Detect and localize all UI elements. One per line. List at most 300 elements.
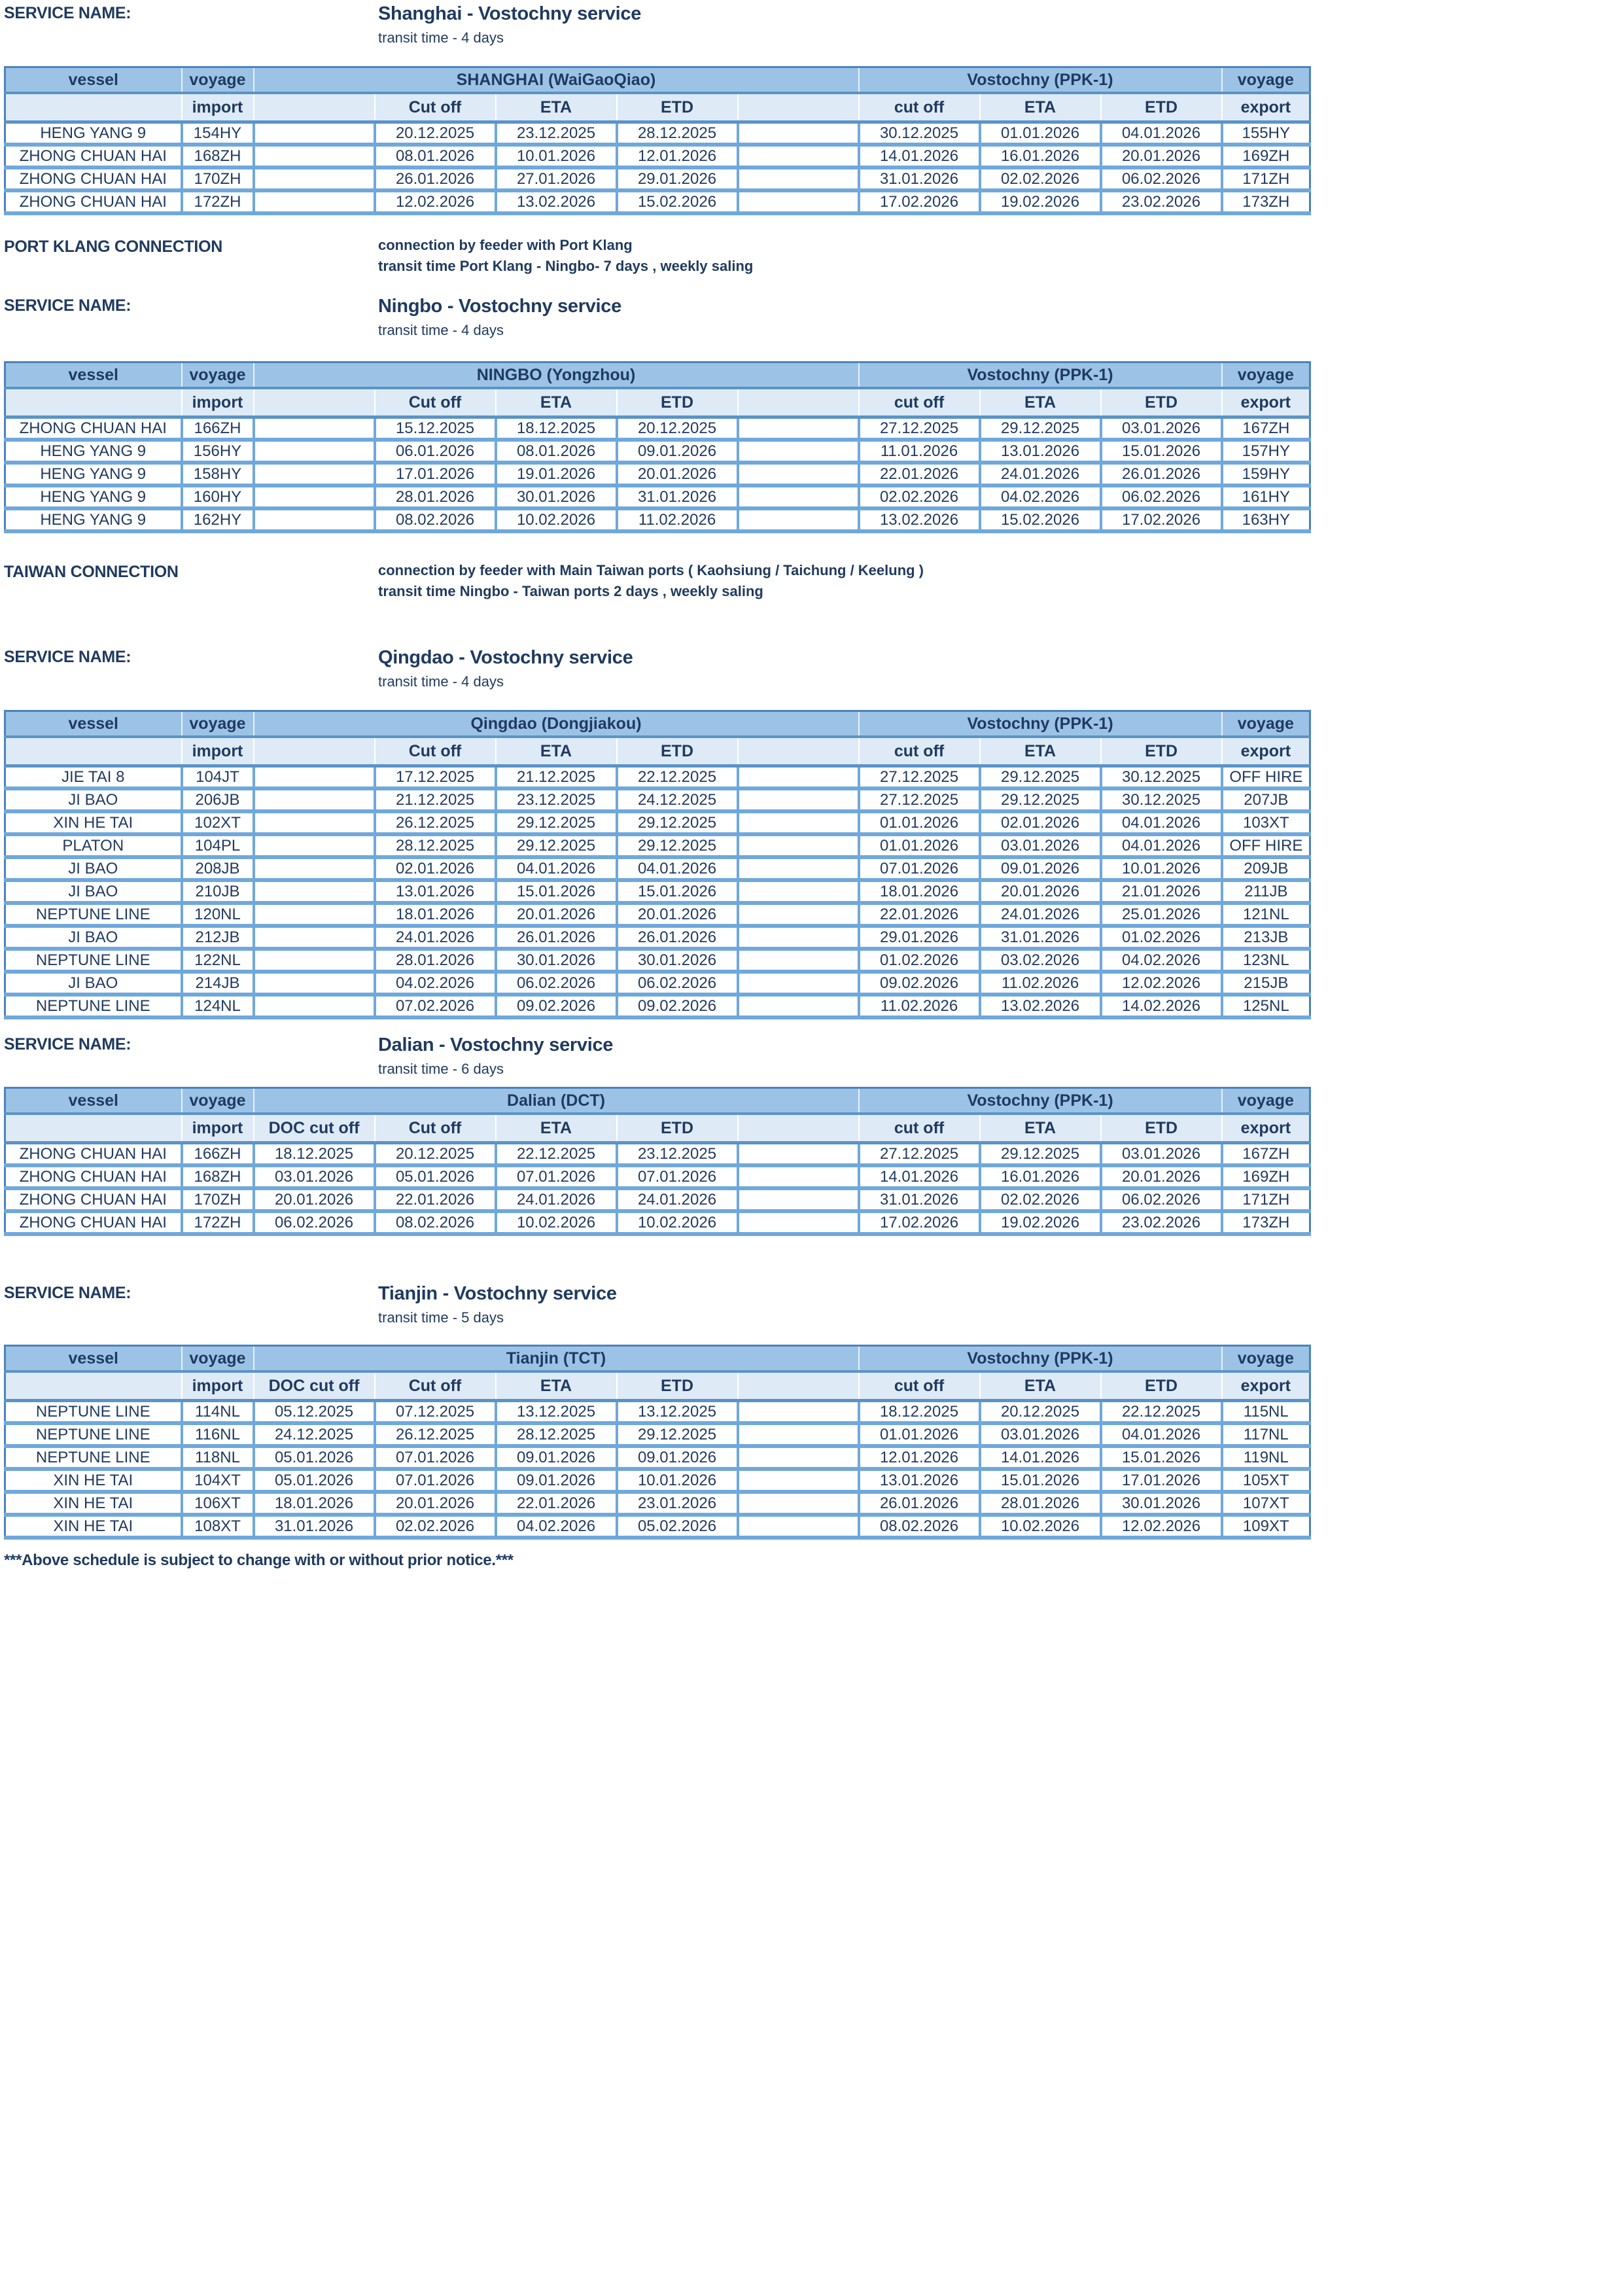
cell: [738, 903, 859, 926]
export-header: export: [1222, 93, 1310, 122]
cell: XIN HE TAI: [5, 1492, 182, 1515]
cell: [738, 486, 859, 508]
cell: 30.12.2025: [859, 122, 980, 145]
cell: 14.02.2026: [1101, 995, 1222, 1017]
connection-line: connection by feeder with Port Klang: [378, 237, 633, 253]
cell: 26.12.2025: [375, 1423, 496, 1446]
cell: 29.12.2025: [617, 1423, 738, 1446]
cell: [254, 508, 375, 531]
cell: 15.01.2026: [1101, 1446, 1222, 1469]
cell: HENG YANG 9: [5, 440, 182, 463]
dest-etd-header: ETD: [1101, 1371, 1222, 1401]
cell: 07.12.2025: [375, 1401, 496, 1424]
cell: 119NL: [1222, 1446, 1310, 1469]
cell: 13.02.2026: [980, 995, 1101, 1017]
cell: JI BAO: [5, 880, 182, 903]
destination-port-header: Vostochny (PPK-1): [859, 67, 1222, 94]
column-header-row: [5, 388, 1310, 417]
cell: [254, 972, 375, 995]
cell: NEPTUNE LINE: [5, 1401, 182, 1424]
table-row: [5, 1515, 1310, 1538]
import-header: import: [182, 388, 254, 417]
cell: 24.01.2026: [375, 926, 496, 949]
cell: ZHONG CHUAN HAI: [5, 145, 182, 168]
cell: 20.01.2026: [375, 1492, 496, 1515]
cell: 05.01.2026: [254, 1446, 375, 1469]
service-header-tianjin: [4, 1283, 1623, 1326]
cell: 23.02.2026: [1101, 1211, 1222, 1234]
cell: 115NL: [1222, 1401, 1310, 1424]
column-header-row: [5, 1114, 1310, 1143]
table-row: [5, 1165, 1310, 1188]
table-row: [5, 926, 1310, 949]
dest-etd-header: ETD: [1101, 388, 1222, 417]
cell: PLATON: [5, 834, 182, 857]
table-row: [5, 1492, 1310, 1515]
cell: 20.01.2026: [617, 903, 738, 926]
cell: 18.12.2025: [496, 417, 617, 440]
cell: 27.01.2026: [496, 168, 617, 190]
cell: 01.01.2026: [980, 122, 1101, 145]
table-row: [5, 145, 1310, 168]
cell: [738, 122, 859, 145]
cell: JI BAO: [5, 972, 182, 995]
vessel-header: vessel: [5, 711, 182, 737]
cell: 123NL: [1222, 949, 1310, 972]
cell: 26.01.2026: [1101, 463, 1222, 486]
export-header: export: [1222, 388, 1310, 417]
cell: 07.01.2026: [375, 1469, 496, 1492]
cell: 22.12.2025: [617, 766, 738, 789]
disclaimer-note: ***Above schedule is subject to change with or without prior notice.***: [4, 1551, 514, 1569]
cell: 06.02.2026: [1101, 1188, 1222, 1211]
cell: 08.02.2026: [375, 508, 496, 531]
cell: 155HY: [1222, 122, 1310, 145]
cell: 29.12.2025: [617, 811, 738, 834]
cell: 02.01.2026: [375, 857, 496, 880]
cell: 20.12.2025: [375, 1143, 496, 1166]
table-row: [5, 766, 1310, 789]
port-header-row: [5, 711, 1310, 737]
cell: 11.02.2026: [617, 508, 738, 531]
cell: 169ZH: [1222, 1165, 1310, 1188]
cell: 171ZH: [1222, 1188, 1310, 1211]
service-title: Ningbo - Vostochny service: [378, 296, 621, 317]
cell: 159HY: [1222, 463, 1310, 486]
destination-port-header: Vostochny (PPK-1): [859, 711, 1222, 737]
cell: 15.12.2025: [375, 417, 496, 440]
cell: OFF HIRE: [1222, 766, 1310, 789]
cell: 05.01.2026: [375, 1165, 496, 1188]
cell: 13.12.2025: [617, 1401, 738, 1424]
service-header-dalian: [4, 1034, 1623, 1078]
cell: 20.12.2025: [375, 122, 496, 145]
service-subtitle: transit time - 4 days: [378, 322, 504, 338]
voyage-out-header: voyage: [1222, 362, 1310, 389]
empty-header-cell: [5, 737, 182, 766]
cell: 03.02.2026: [980, 949, 1101, 972]
port-klang-connection-note: [4, 237, 1623, 275]
cell: 166ZH: [182, 417, 254, 440]
cell: 21.12.2025: [496, 766, 617, 789]
cell: 103XT: [1222, 811, 1310, 834]
table-row: [5, 857, 1310, 880]
cutoff-header: Cut off: [375, 388, 496, 417]
cell: 29.12.2025: [980, 1143, 1101, 1166]
cell: 04.01.2026: [1101, 122, 1222, 145]
cell: 18.01.2026: [254, 1492, 375, 1515]
cell: [254, 788, 375, 811]
column-header-row: [5, 737, 1310, 766]
cell: 04.01.2026: [617, 857, 738, 880]
cell: 104JT: [182, 766, 254, 789]
export-header: export: [1222, 1114, 1310, 1143]
voyage-out-header: voyage: [1222, 67, 1310, 94]
cell: 17.02.2026: [859, 1211, 980, 1234]
cell: [254, 949, 375, 972]
cell: 02.02.2026: [980, 168, 1101, 190]
schedule-table-shanghai: [4, 66, 1311, 215]
cell: 13.01.2026: [980, 440, 1101, 463]
cell: [254, 834, 375, 857]
cell: 22.01.2026: [859, 463, 980, 486]
cell: 14.01.2026: [859, 1165, 980, 1188]
cell: 09.01.2026: [617, 1446, 738, 1469]
cell: 162HY: [182, 508, 254, 531]
cell: 13.12.2025: [496, 1401, 617, 1424]
cell: 24.01.2026: [980, 463, 1101, 486]
table-row: [5, 190, 1310, 213]
cell: 26.01.2026: [496, 926, 617, 949]
cell: 163HY: [1222, 508, 1310, 531]
cell: 28.01.2026: [375, 949, 496, 972]
cell: 08.01.2026: [496, 440, 617, 463]
cell: 07.01.2026: [617, 1165, 738, 1188]
cell: 13.02.2026: [859, 508, 980, 531]
cell: 05.12.2025: [254, 1401, 375, 1424]
cell: ZHONG CHUAN HAI: [5, 190, 182, 213]
cell: [738, 1423, 859, 1446]
cell: 18.12.2025: [254, 1143, 375, 1166]
cell: 120NL: [182, 903, 254, 926]
cell: 23.12.2025: [496, 788, 617, 811]
cell: 30.12.2025: [1101, 788, 1222, 811]
service-header-shanghai: [4, 3, 1623, 46]
eta-header: ETA: [496, 388, 617, 417]
table-row: [5, 1211, 1310, 1234]
cell: 27.12.2025: [859, 417, 980, 440]
cell: 28.12.2025: [496, 1423, 617, 1446]
cell: 07.01.2026: [859, 857, 980, 880]
cell: 29.12.2025: [980, 788, 1101, 811]
cell: [738, 766, 859, 789]
table-row: [5, 995, 1310, 1017]
service-subtitle: transit time - 4 days: [378, 673, 504, 690]
cell: 28.01.2026: [980, 1492, 1101, 1515]
voyage-header: voyage: [182, 1346, 254, 1372]
cell: [254, 417, 375, 440]
cell: 30.01.2026: [496, 486, 617, 508]
cell: 15.01.2026: [496, 880, 617, 903]
export-header: export: [1222, 1371, 1310, 1401]
cell: [738, 972, 859, 995]
cell: 03.01.2026: [1101, 417, 1222, 440]
cell: 04.02.2026: [1101, 949, 1222, 972]
cell: 04.02.2026: [375, 972, 496, 995]
voyage-out-header: voyage: [1222, 711, 1310, 737]
cell: NEPTUNE LINE: [5, 995, 182, 1017]
doc-cutoff-header: [254, 737, 375, 766]
cell: 11.01.2026: [859, 440, 980, 463]
service-title: Dalian - Vostochny service: [378, 1034, 614, 1055]
cell: ZHONG CHUAN HAI: [5, 1211, 182, 1234]
cell: 10.01.2026: [617, 1469, 738, 1492]
cell: 06.02.2026: [1101, 486, 1222, 508]
schedule-table-qingdao: [4, 710, 1311, 1019]
cell: 13.01.2026: [375, 880, 496, 903]
cell: 172ZH: [182, 1211, 254, 1234]
cell: 158HY: [182, 463, 254, 486]
cell: 30.01.2026: [496, 949, 617, 972]
cutoff-header: Cut off: [375, 1114, 496, 1143]
export-header: export: [1222, 737, 1310, 766]
service-subtitle: transit time - 6 days: [378, 1061, 504, 1077]
cell: [738, 926, 859, 949]
cell: XIN HE TAI: [5, 811, 182, 834]
cell: 27.12.2025: [859, 1143, 980, 1166]
table-row: [5, 1423, 1310, 1446]
cell: 209JB: [1222, 857, 1310, 880]
cell: 12.01.2026: [859, 1446, 980, 1469]
cutoff-header: Cut off: [375, 737, 496, 766]
cell: 26.01.2026: [859, 1492, 980, 1515]
cell: [254, 926, 375, 949]
table-row: [5, 1401, 1310, 1424]
cell: 15.01.2026: [980, 1469, 1101, 1492]
cell: 08.02.2026: [375, 1211, 496, 1234]
service-subtitle: transit time - 5 days: [378, 1309, 504, 1326]
cell: 168ZH: [182, 145, 254, 168]
cell: 106XT: [182, 1492, 254, 1515]
cell: [738, 880, 859, 903]
cell: 10.02.2026: [496, 1211, 617, 1234]
cell: [738, 168, 859, 190]
voyage-header: voyage: [182, 362, 254, 389]
cell: 01.01.2026: [859, 834, 980, 857]
cell: 25.01.2026: [1101, 903, 1222, 926]
vessel-header: vessel: [5, 67, 182, 94]
dest-eta-header: ETA: [980, 1114, 1101, 1143]
schedule-rows: [5, 122, 1310, 214]
cell: [254, 190, 375, 213]
schedule-rows: [5, 1143, 1310, 1235]
cell: 170ZH: [182, 1188, 254, 1211]
cell: 17.02.2026: [1101, 508, 1222, 531]
spacer-header-cell: [738, 388, 859, 417]
cell: [738, 508, 859, 531]
table-row: [5, 122, 1310, 145]
cell: 15.01.2026: [1101, 440, 1222, 463]
cell: 02.02.2026: [980, 1188, 1101, 1211]
service-title: Qingdao - Vostochny service: [378, 647, 633, 668]
cell: ZHONG CHUAN HAI: [5, 1143, 182, 1166]
cell: 213JB: [1222, 926, 1310, 949]
dest-eta-header: ETA: [980, 1371, 1101, 1401]
spacer-header-cell: [738, 93, 859, 122]
table-row: [5, 440, 1310, 463]
cell: 12.02.2026: [1101, 972, 1222, 995]
section-label: SERVICE NAME:: [4, 4, 131, 22]
spacer-header-cell: [738, 1371, 859, 1401]
cell: NEPTUNE LINE: [5, 949, 182, 972]
cell: 104XT: [182, 1469, 254, 1492]
dest-eta-header: ETA: [980, 737, 1101, 766]
connection-line: transit time Ningbo - Taiwan ports 2 days , weekly saling: [378, 583, 763, 599]
section-label: SERVICE NAME:: [4, 1284, 131, 1302]
dest-etd-header: ETD: [1101, 1114, 1222, 1143]
dest-eta-header: ETA: [980, 93, 1101, 122]
cutoff-header: Cut off: [375, 1371, 496, 1401]
etd-header: ETD: [617, 388, 738, 417]
cell: 29.12.2025: [496, 811, 617, 834]
cell: XIN HE TAI: [5, 1469, 182, 1492]
cell: 117NL: [1222, 1423, 1310, 1446]
doc-cutoff-header: DOC cut off: [254, 1114, 375, 1143]
cell: ZHONG CHUAN HAI: [5, 1188, 182, 1211]
cell: 20.01.2026: [980, 880, 1101, 903]
cell: 108XT: [182, 1515, 254, 1538]
cell: 24.01.2026: [617, 1188, 738, 1211]
cell: 19.02.2026: [980, 1211, 1101, 1234]
cell: 109XT: [1222, 1515, 1310, 1538]
cell: [738, 995, 859, 1017]
cell: 14.01.2026: [980, 1446, 1101, 1469]
cell: HENG YANG 9: [5, 122, 182, 145]
doc-cutoff-header: [254, 388, 375, 417]
cutoff-header: Cut off: [375, 93, 496, 122]
cell: [254, 811, 375, 834]
cell: 06.02.2026: [1101, 168, 1222, 190]
cell: 20.12.2025: [980, 1401, 1101, 1424]
cell: 28.12.2025: [375, 834, 496, 857]
cell: 30.01.2026: [1101, 1492, 1222, 1515]
service-title: Shanghai - Vostochny service: [378, 3, 642, 24]
section-label: SERVICE NAME:: [4, 296, 131, 315]
cell: 09.01.2026: [496, 1469, 617, 1492]
cell: 16.01.2026: [980, 1165, 1101, 1188]
cell: 31.01.2026: [254, 1515, 375, 1538]
cell: 12.02.2026: [1101, 1515, 1222, 1538]
cell: [738, 1492, 859, 1515]
cell: 14.01.2026: [859, 145, 980, 168]
connection-label: PORT KLANG CONNECTION: [4, 238, 222, 256]
cell: 23.12.2025: [617, 1143, 738, 1166]
cell: 18.01.2026: [859, 880, 980, 903]
cell: [254, 168, 375, 190]
cell: 21.01.2026: [1101, 880, 1222, 903]
cell: 31.01.2026: [859, 168, 980, 190]
cell: HENG YANG 9: [5, 508, 182, 531]
vessel-header: vessel: [5, 1346, 182, 1372]
cell: 22.01.2026: [496, 1492, 617, 1515]
empty-header-cell: [5, 1114, 182, 1143]
cell: [254, 880, 375, 903]
cell: 173ZH: [1222, 190, 1310, 213]
cell: 166ZH: [182, 1143, 254, 1166]
cell: 28.01.2026: [375, 486, 496, 508]
import-header: import: [182, 1371, 254, 1401]
cell: 206JB: [182, 788, 254, 811]
cell: 30.01.2026: [617, 949, 738, 972]
cell: [738, 1515, 859, 1538]
cell: NEPTUNE LINE: [5, 1423, 182, 1446]
cell: 22.01.2026: [375, 1188, 496, 1211]
cell: 23.02.2026: [1101, 190, 1222, 213]
cell: 116NL: [182, 1423, 254, 1446]
cell: 214JB: [182, 972, 254, 995]
destination-port-header: Vostochny (PPK-1): [859, 362, 1222, 389]
cell: 212JB: [182, 926, 254, 949]
cell: 04.01.2026: [1101, 834, 1222, 857]
table-row: [5, 508, 1310, 531]
cell: 04.01.2026: [1101, 811, 1222, 834]
column-header-row: [5, 1371, 1310, 1401]
origin-port-header: NINGBO (Yongzhou): [254, 362, 859, 389]
cell: 20.01.2026: [617, 463, 738, 486]
dest-cutoff-header: cut off: [859, 388, 980, 417]
spacer-header-cell: [738, 1114, 859, 1143]
table-row: [5, 168, 1310, 190]
cell: 10.02.2026: [980, 1515, 1101, 1538]
cell: 22.01.2026: [859, 903, 980, 926]
table-row: [5, 417, 1310, 440]
cell: 27.12.2025: [859, 788, 980, 811]
cell: 102XT: [182, 811, 254, 834]
cell: 04.02.2026: [980, 486, 1101, 508]
table-row: [5, 1469, 1310, 1492]
empty-header-cell: [5, 1371, 182, 1401]
cell: 23.01.2026: [617, 1492, 738, 1515]
cell: 29.01.2026: [859, 926, 980, 949]
cell: 161HY: [1222, 486, 1310, 508]
table-row: [5, 903, 1310, 926]
cell: JI BAO: [5, 926, 182, 949]
cell: 114NL: [182, 1401, 254, 1424]
cell: 105XT: [1222, 1469, 1310, 1492]
cell: JI BAO: [5, 857, 182, 880]
cell: 169ZH: [1222, 145, 1310, 168]
etd-header: ETD: [617, 93, 738, 122]
cell: 08.02.2026: [859, 1515, 980, 1538]
voyage-out-header: voyage: [1222, 1088, 1310, 1114]
cell: 01.01.2026: [859, 1423, 980, 1446]
service-title-block: [378, 296, 1623, 339]
cell: 12.01.2026: [617, 145, 738, 168]
etd-header: ETD: [617, 737, 738, 766]
cell: 01.02.2026: [1101, 926, 1222, 949]
origin-port-header: Qingdao (Dongjiakou): [254, 711, 859, 737]
cell: [254, 766, 375, 789]
voyage-out-header: voyage: [1222, 1346, 1310, 1372]
cell: 17.02.2026: [859, 190, 980, 213]
cell: 170ZH: [182, 168, 254, 190]
cell: 125NL: [1222, 995, 1310, 1017]
dest-cutoff-header: cut off: [859, 1114, 980, 1143]
cell: XIN HE TAI: [5, 1515, 182, 1538]
destination-port-header: Vostochny (PPK-1): [859, 1346, 1222, 1372]
section-label: SERVICE NAME:: [4, 648, 131, 666]
cell: 06.02.2026: [254, 1211, 375, 1234]
